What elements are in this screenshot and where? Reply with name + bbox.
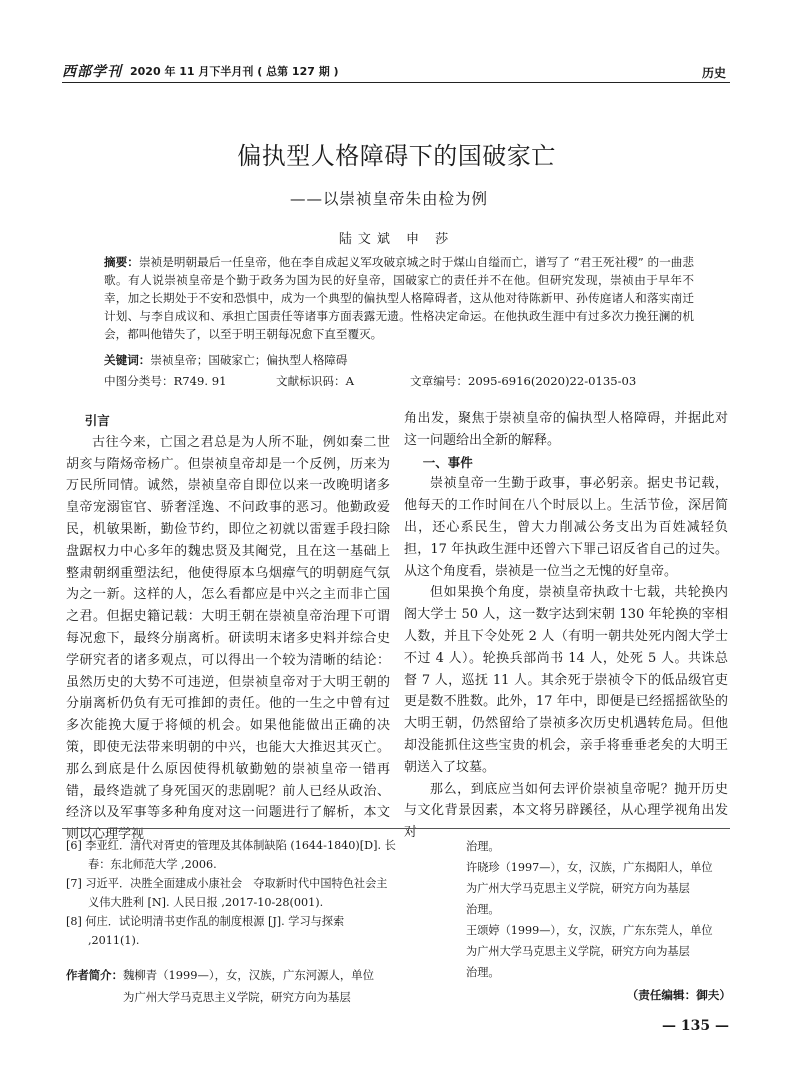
author-names: 陆文斌 申 莎 <box>338 232 455 247</box>
section-heading-events: 一、事件 <box>422 454 473 470</box>
note-line: 治理。 <box>466 840 500 853</box>
author-intro-line: 魏柳青（1999—），女，汉族，广东河源人，单位 <box>122 968 375 982</box>
note-line: 王颂婷（1999—），女，汉族，广东东莞人，单位 <box>466 924 713 937</box>
section-heading-intro: 引言 <box>84 413 110 428</box>
doc-code-label: 文献标识码： <box>276 374 346 388</box>
paragraph: 崇祯皇帝一生勤于政事，事必躬亲。据史书记载，他每天的工作时间在八个时辰以上。生活节俭，深居简出，还心系民生，曾大力削减公务支出为百姓减轻负担，17 年执政生涯中还曾六下罪己诏反省自己的过失。从这个角度看，崇祯是一位当之无愧的好皇帝。 <box>404 476 728 579</box>
clc-number <box>104 373 227 389</box>
clc-label: 中图分类号： <box>104 374 174 388</box>
section-tag: 历史 <box>701 66 726 80</box>
page-number: — 135 — <box>662 1018 729 1034</box>
clc-value: R749. 91 <box>173 374 227 388</box>
note-line: 为广州大学马克思主义学院，研究方向为基层 <box>466 945 690 958</box>
article-subtitle: ——以崇祯皇帝朱由检为例 <box>290 190 489 208</box>
keywords-label: 关键词： <box>104 353 151 367</box>
doc-code <box>276 373 354 389</box>
note-line: 许晓珍（1997—），女，汉族，广东揭阳人，单位 <box>466 861 713 874</box>
responsible-editor: （责任编辑：御夫） <box>626 988 731 1002</box>
reference-item: [8] 何庄．试论明清书吏作乱的制度根源 [J]. 学习与探索 ,2011(1). <box>66 915 345 947</box>
body-column-right <box>404 408 728 844</box>
paragraph: 但如果换个角度，崇祯皇帝执政十七载，共轮换内阁大学士 50 人，这一数字达到宋朝 130 年轮换的宰相人数，并且下令处死 2 人（有明一朝共处死内阁大学士不过 4 人）。轮换兵部尚书 14 人，处死 5 人。共诛总督 7 人，巡抚 11 人。其余死于崇祯令下的低品级官吏更是数不胜数。此外，17 年中，即便是已经摇摇欲坠的大明王朝，仍然留给了崇祯多次历史机遇转危局。但他却没能抓住这些宝贵的机会，亲手将垂垂老矣的大明王朝送入了坟墓。 <box>404 585 728 775</box>
paragraph: 古往今来，亡国之君总是为人所不耻，例如秦二世胡亥与隋炀帝杨广。但崇祯皇帝却是一个反例，历来为万民所同情。诚然，崇祯皇帝自即位以来一改晚明诸多皇帝宠溺宦官、骄奢淫逸、不问政事的恶习。他勤政爱民，机敏果断，勤俭节约，即位之初就以雷霆手段扫除盘踞权力中心多年的魏忠贤及其阉党，且在这一基础上整肃朝纲重塑法纪，他使得原本乌烟瘴气的明朝庭气氛为之一新。这样的人，怎么看都应是中兴之主而非亡国之君。但据史籍记载：大明王朝在崇祯皇帝治理下可谓每况愈下，最终分崩离析。研读明末诸多史料并综合史学研究者的诸多观点，可以得出一个较为清晰的结论：虽然历史的大势不可违逆，但崇祯皇帝对于大明王朝的分崩离析仍负有无可推卸的责任。他的一生之中曾有过多次能挽大厦于将倾的机会。如果他能做出正确的决策，即使无法带来明朝的中兴，也能大大推迟其灭亡。那么到底是什么原因使得机敏勤勉的崇祯皇帝一错再错，最终造就了身死国灭的悲剧呢？前人已经从政治、经济以及军事等多种角度对这一问题进行了解析，本文则以心理学视 <box>66 434 390 843</box>
article-title: 偏执型人格障碍下的国破家亡 <box>237 142 556 170</box>
note-line: 治理。 <box>466 966 500 979</box>
author-intro-label: 作者简介： <box>66 968 123 982</box>
author-intro <box>66 964 396 1008</box>
article-number-value: 2095-6916(2020)22-0135-03 <box>467 374 637 388</box>
note-line: 治理。 <box>466 903 500 916</box>
body-column-left <box>66 408 390 846</box>
abstract-text: 崇祯是明朝最后一任皇帝，他在李自成起义军攻破京城之时于煤山自缢而亡，谱写了 “君王死社稷” 的一曲悲歌。有人说崇祯皇帝是个勤于政务为国为民的好皇帝，国破家亡的责任并不在他。但研究发现，崇祯由于早年不幸，加之长期处于不安和恐惧中，成为一个典型的偏执型人格障碍者，这从他对待陈新甲、孙传庭诸人和落实南迁计划、与李自成议和、承担亡国责任等诸事方面表露无遗。性格决定命运。在他执政生涯中有过多次力挽狂澜的机会，都叫他错失了，以至于明王朝每况愈下直至覆灭。 <box>104 255 694 341</box>
journal-logo: 西部学刊 <box>62 64 122 80</box>
doc-code-value: A <box>345 374 354 388</box>
footnote-divider <box>62 828 730 829</box>
running-header <box>62 60 730 83</box>
author-intro-line: 为广州大学马克思主义学院，研究方向为基层 <box>123 990 351 1004</box>
abstract <box>104 253 694 343</box>
issue-info: 2020 年 11 月下半月刊 ( 总第 127 期 ) <box>130 65 339 78</box>
reference-item: [7] 习近平．决胜全面建成小康社会 夺取新时代中国特色社会主义伟大胜利 [N]. 人民日报 ,2017-10-28(001). <box>66 877 388 909</box>
keywords-text: 崇祯皇帝；国破家亡；偏执型人格障碍 <box>150 353 348 367</box>
abstract-label: 摘要： <box>104 255 139 269</box>
article-number-label: 文章编号： <box>410 374 468 388</box>
keywords <box>104 352 348 368</box>
reference-list <box>66 836 396 950</box>
article-number <box>410 373 636 389</box>
author-notes <box>466 836 736 983</box>
reference-item: [6] 李亚红．清代对胥吏的管理及其体制缺陷 (1644-1840)[D]. 长春：东北师范大学 ,2006. <box>66 839 396 871</box>
note-line: 为广州大学马克思主义学院，研究方向为基层 <box>466 882 690 895</box>
paragraph: 那么，到底应当如何去评价崇祯皇帝呢？抛开历史与文化背景因素，本文将另辟蹊径，从心理学视角出发对 <box>404 781 728 841</box>
paragraph: 角出发，聚焦于崇祯皇帝的偏执型人格障碍，并据此对这一问题给出全新的解释。 <box>404 411 728 448</box>
